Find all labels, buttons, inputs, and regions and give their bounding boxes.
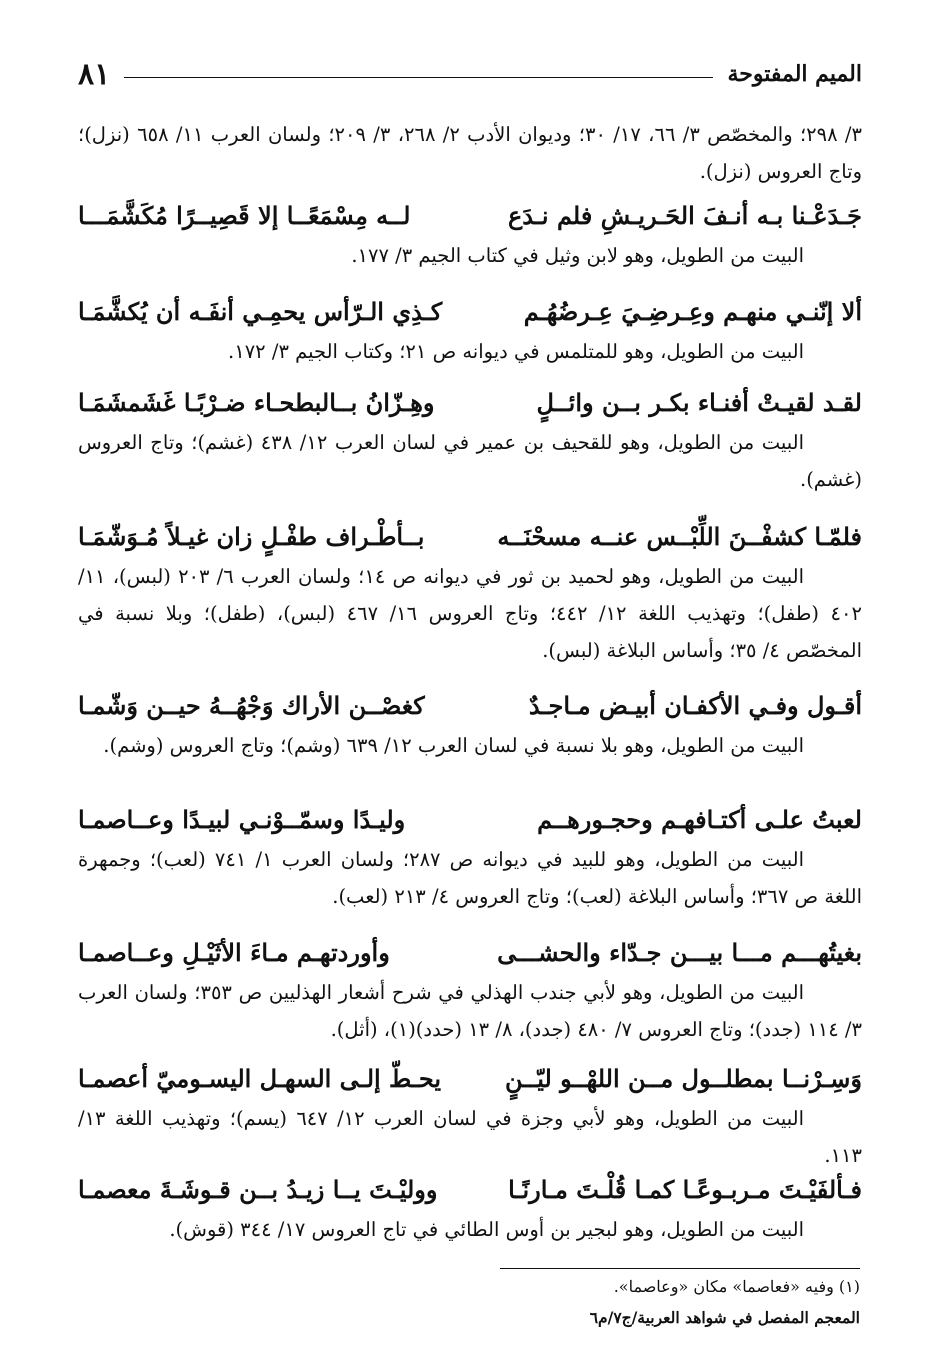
verse-hemistich-first: لعبتُ علـى أكتـافهـم وحجـورهــم: [537, 804, 862, 834]
verse-hemistich-second: ووليْـتَ يــا زيـدُ بــن قـوشَـةَ معصمـا: [78, 1174, 438, 1204]
verse-line: [78, 289, 862, 333]
verse-note: البيت من الطويل، وهو لبجير بن أوس الطائي في تاج العروس ١٧/ ٣٤٤ (قوش).: [169, 1218, 804, 1241]
verse-entry: [78, 1167, 862, 1248]
verse-entry: [78, 514, 862, 669]
verse-note: البيت من الطويل، وهو لحميد بن ثور في ديوانه ص ١٤؛ ولسان العرب ٦/ ٢٠٣ (لبس)، ١١/ ٤٠٢ (طفل)؛ وتهذيب اللغة ١٢/ ٤٤٢؛ وتاج العروس ١٦/ ٤٦٧ (لبس)، (طفل)؛ وبلا نسبة في المخصّص ٤/ ٣٥؛ وأساس البلاغة (لبس).: [78, 565, 862, 662]
verse-line: [78, 683, 862, 727]
verse-hemistich-first: بغيتُهـــم مـــا بيـــن جـدّاء والحشـــى: [497, 937, 862, 967]
footnote-separator: [500, 1268, 860, 1269]
verse-line: [78, 930, 862, 974]
verse-entry: [78, 289, 862, 370]
header-rule: [124, 77, 713, 78]
verse-line: [78, 380, 862, 424]
verse-hemistich-second: لــه مِسْمَعًــا إلا قَصِيــرًا مُكَشَّمَـــا: [78, 200, 411, 230]
verse-hemistich-first: فـألفَيْـتَ مـربـوعًـا كمـا قُلْـتَ مـارنًـا: [508, 1174, 862, 1204]
verse-entry: [78, 380, 862, 498]
verse-hemistich-first: فلمّـا كشفْــنَ اللِّبْــس عنــه مسحْنَــه: [497, 521, 862, 551]
verse-hemistich-second: وأوردتهـم مـاءَ الأثَيْـلِ وعــاصمـا: [78, 937, 390, 967]
verse-entry: [78, 930, 862, 1048]
chapter-title: الميم المفتوحة: [727, 61, 862, 87]
verse-note: البيت من الطويل، وهو للبيد في ديوانه ص ٢٨٧؛ ولسان العرب ١/ ٧٤١ (لعب)؛ وجمهرة اللغة ص ٣٦٧؛ وأساس البلاغة (لعب)؛ وتاج العروس ٤/ ٢١٣ (لعب).: [78, 848, 862, 908]
verse-entry: [78, 797, 862, 915]
verse-hemistich-first: جَـدَعْـنا بـه أنـفَ الحَـريـشِ فلم نـدَع: [507, 200, 862, 230]
verse-line: [78, 797, 862, 841]
page-header: [78, 52, 862, 96]
verse-note: البيت من الطويل، وهو لأبي وجزة في لسان العرب ١٢/ ٦٤٧ (يسم)؛ وتهذيب اللغة ١٣/ ١١٣.: [78, 1107, 862, 1167]
verse-line: [78, 193, 862, 237]
verse-entry: [78, 1056, 862, 1174]
book-signature: المعجم المفصل في شواهد العربية/ج٧/م٦: [589, 1308, 860, 1327]
verse-hemistich-second: وليـدًا وسمّــوْنـي لبيـدًا وعــاصمـا: [78, 804, 406, 834]
page-number: ٨١: [78, 56, 111, 92]
footnote: (١) وفيه «فعاصما» مكان «وعاصما».: [613, 1277, 860, 1296]
verse-hemistich-second: بــأطْـراف طفْـلٍ زان غيـلاً مُـوَشّمَـا: [78, 521, 425, 551]
verse-line: [78, 1056, 862, 1100]
verse-hemistich-first: لقـد لقيـتْ أفنـاء بكـر بــن وائــلٍ: [536, 387, 862, 417]
verse-entry: [78, 683, 862, 764]
verse-hemistich-second: كغصْــن الأراك وَجْهُــهُ حيــن وَشّمـا: [78, 690, 425, 720]
verse-hemistich-second: يحـطّ إلـى السهـل اليسـوميّ أعصمـا: [78, 1063, 442, 1093]
verse-line: [78, 514, 862, 558]
verse-note: البيت من الطويل، وهو بلا نسبة في لسان العرب ١٢/ ٦٣٩ (وشم)؛ وتاج العروس (وشم).: [103, 734, 804, 757]
verse-hemistich-first: وَسِـرْنــا بمطلــول مــن اللهْــو ليّــنٍ: [504, 1063, 862, 1093]
verse-entry: [78, 193, 862, 274]
verse-note: البيت من الطويل، وهو لابن وثيل في كتاب الجيم ٣/ ١٧٧.: [351, 244, 804, 267]
verse-hemistich-second: وهِـزّانُ بــالبطحـاء ضـرْبًـا غَشَمشَمَـا: [78, 387, 435, 417]
verse-note: البيت من الطويل، وهو لأبي جندب الهذلي في شرح أشعار الهذليين ص ٣٥٣؛ ولسان العرب ٣/ ١١٤ (جدد)؛ وتاج العروس ٧/ ٤٨٠ (جدد)، ٨/ ١٣ (حدد)(١)، (أثل).: [78, 981, 862, 1041]
verse-hemistich-first: أقـول وفـي الأكفـان أبيـض مـاجـدٌ: [528, 690, 862, 720]
verse-hemistich-first: ألا إنّنـي منهـم وعِـرضِـيَ عِـرضُهُـم: [523, 296, 862, 326]
intro-paragraph: ٣/ ٢٩٨؛ والمخصّص ٣/ ٦٦، ١٧/ ٣٠؛ وديوان الأدب ٢/ ٢٦٨، ٣/ ٢٠٩؛ ولسان العرب ١١/ ٦٥٨ (نزل)؛ وتاج العروس (نزل).: [78, 123, 862, 183]
verse-note: البيت من الطويل، وهو للمتلمس في ديوانه ص ٢١؛ وكتاب الجيم ٣/ ١٧٢.: [228, 340, 804, 363]
verse-hemistich-second: كـذِي الـرّأس يحمِـي أنفَـه أن يُكشَّمَـا: [78, 296, 443, 326]
verse-line: [78, 1167, 862, 1211]
verse-note: البيت من الطويل، وهو للقحيف بن عمير في لسان العرب ١٢/ ٤٣٨ (غشم)؛ وتاج العروس (غشم).: [78, 431, 862, 491]
